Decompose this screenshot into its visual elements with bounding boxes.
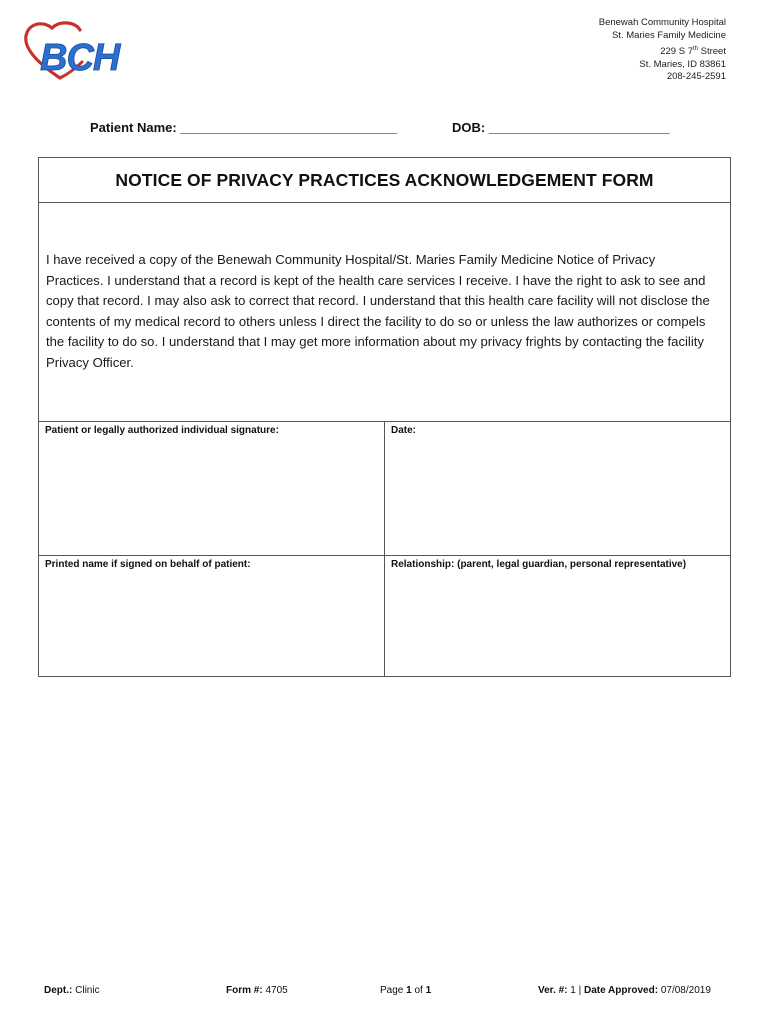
footer-page (380, 985, 431, 996)
approved-value: 07/08/2019 (658, 985, 711, 996)
signature-label: Patient or legally authorized individual signature: (45, 425, 279, 436)
address-line: Benewah Community Hospital (598, 17, 726, 28)
acknowledgement-text (46, 250, 710, 374)
dept-label: Dept.: (44, 985, 73, 996)
printed-name-label: Printed name if signed on behalf of patient: (45, 559, 251, 570)
bch-logo (22, 18, 142, 82)
phone-number: 208-245-2591 (666, 71, 726, 83)
footer-dept (44, 985, 100, 996)
footer-version (538, 985, 711, 996)
patient-name-field[interactable]: Patient Name: ______________________________ (90, 120, 398, 135)
page-total: 1 (425, 985, 432, 996)
dob-field[interactable]: DOB: _________________________ (452, 120, 670, 135)
dept-value: Clinic (72, 985, 100, 996)
form-title-row (39, 158, 730, 203)
form-title: NOTICE OF PRIVACY PRACTICES ACKNOWLEDGEMENT FORM (115, 169, 654, 190)
acknowledgement-paragraph: I have received a copy of the Benewah Community Hospital/St. Maries Family Medicine Notice of Privacy Practices. I understand that a record is kept of the health care services I receive. I have the right to ask to see and copy that record. I may also ask to correct that record. I understand that this health care facility will not disclose the contents of my medical record to others unless I direct the facility to do so or unless the law authorizes or compels the facility to do so. I understand that I may get more information about my privacy frights by contacting the facility Privacy Officer. (46, 252, 710, 370)
street-number: 229 S 7 (660, 45, 693, 57)
address-street (599, 43, 726, 59)
form-number-value: 4705 (262, 985, 288, 996)
acknowledgement-form (38, 157, 731, 677)
hospital-address (599, 17, 726, 84)
date-label: Date: (391, 425, 417, 436)
footer-form-number (226, 985, 288, 996)
relationship-cell[interactable] (385, 556, 730, 676)
page-of: of (411, 985, 426, 996)
heart-logo-icon (22, 18, 142, 82)
street-suffix: th (692, 45, 698, 52)
relationship-label: Relationship: (parent, legal guardian, personal representative) (391, 559, 687, 570)
version-label: Ver. #: (538, 985, 568, 996)
approved-label: Date Approved: (583, 985, 659, 996)
address-line: St. Maries, ID 83861 (639, 58, 726, 70)
page-prefix: Page (380, 985, 407, 996)
page-number: 1 (406, 985, 412, 996)
date-cell[interactable] (385, 422, 730, 556)
address-line: St. Maries Family Medicine (611, 29, 726, 41)
form-number-label: Form #: (226, 985, 263, 996)
version-value: 1 | (567, 985, 584, 996)
printed-name-cell[interactable] (39, 556, 385, 676)
street-name: Street (698, 45, 726, 57)
logo-text: BCH (40, 37, 120, 79)
signature-cell[interactable] (39, 422, 385, 556)
signature-grid (39, 421, 730, 676)
